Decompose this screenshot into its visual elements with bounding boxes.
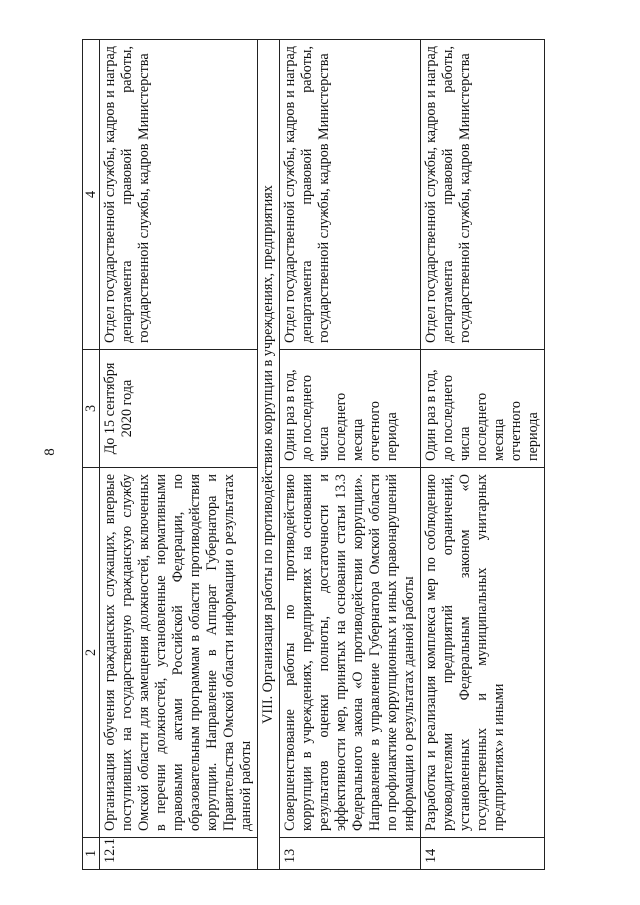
measure-description: Организация обучения гражданских служащих, впервые поступивших на государственную гражданскую службу Омской области для замещения должностей, включенных в перечни должностей, установленные нормативными правовыми актами Российской Федерации, по образовательным программам в области противодействия коррупции. Направление в Аппарат Губернатора и Правительства Омской области информации о результатах данной работы [100,468,258,838]
column-header-4: 4 [83,40,100,350]
deadline: До 15 сентября 2020 года [100,350,258,468]
column-header-2: 2 [83,468,100,838]
table-row [100,40,258,870]
responsible-unit: Отдел государственной службы, кадров и наград департамента правовой работы, государственной службы, кадров Министерства [280,40,421,350]
deadline: Один раз в год, до последнего числа последнего месяца отчетного периода [421,350,545,468]
row-number: 13 [280,838,421,870]
column-number-row [83,40,100,870]
section-heading-row [258,40,280,870]
table-row [280,40,421,870]
column-header-3: 3 [83,350,100,468]
deadline: Один раз в год, до последнего числа последнего месяца отчетного периода [280,350,421,468]
column-header-1: 1 [83,838,100,870]
responsible-unit: Отдел государственной службы, кадров и наград департамента правовой работы, государственной службы, кадров Министерства [100,40,258,350]
section-title: VIII. Организация работы по противодействию коррупции в учреждениях, предприятиях [258,40,280,870]
measure-description: Совершенствование работы по противодействию коррупции в учреждениях, предприятиях на основании результатов оценки полноты, достаточности и эффективности мер, принятых на основании статьи 13.3 Федерального закона «О противодействии коррупции». Направление в управление Губернатора Омской области по профилактике коррупционных и иных правонарушений информации о результатах данной работы [280,468,421,838]
measure-description: Разработка и реализация комплекса мер по соблюдению руководителями предприятий ограничений, установленных Федеральным законом «О государственных и муниципальных унитарных предприятиях» и иными [421,468,545,838]
page-number: 8 [42,448,58,456]
row-number: 14 [421,838,545,870]
measures-table [82,39,545,870]
table-row [421,40,545,870]
rotated-page [82,40,608,870]
responsible-unit: Отдел государственной службы, кадров и наград департамента правовой работы, государственной службы, кадров Министерства [421,40,545,350]
row-number: 12.1 [100,838,258,870]
